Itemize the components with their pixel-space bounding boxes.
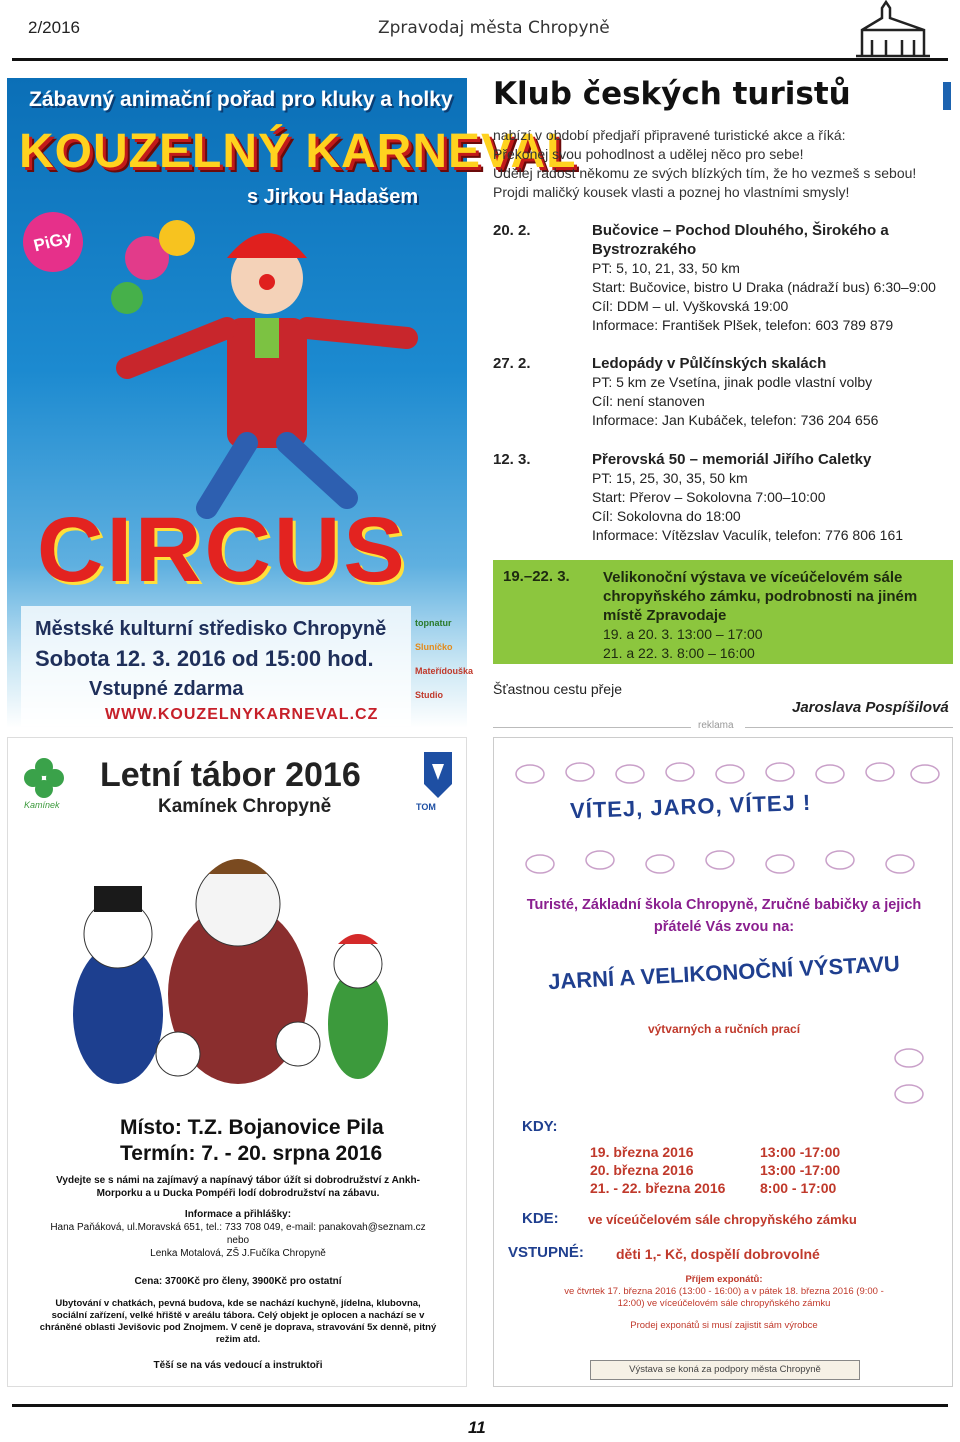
intro-line: nabízí v období předjaří připravené turistické akce a říká:: [493, 127, 846, 143]
schedule-row: [590, 1162, 910, 1180]
sponsor-logo: Mateřídouška: [415, 666, 474, 676]
schedule-time: 13:00 -17:00: [760, 1144, 841, 1160]
easter-exhibition: JARNÍ A VELIKONOČNÍ VÝSTAVU: [547, 950, 901, 995]
event-line: 19. a 20. 3. 13:00 – 17:00: [603, 626, 763, 642]
camp-logo-label: Kamínek: [24, 800, 60, 810]
easter-when-label: KDY:: [522, 1118, 558, 1135]
easter-entry: děti 1,- Kč, dospělí dobrovolné: [616, 1246, 820, 1262]
event-line: Cíl: Sokolovna do 18:00: [592, 508, 741, 524]
schedule-time: 13:00 -17:00: [760, 1162, 841, 1178]
easter-where: ve víceúčelovém sále chropyňského zámku: [588, 1212, 857, 1227]
article-signature: Jaroslava Pospíšilová: [792, 699, 949, 716]
publication-title: Zpravodaj města Chropyně: [378, 18, 610, 38]
circus-subtitle: s Jirkou Hadašem: [247, 186, 419, 208]
circus-web: WWW.KOUZELNYKARNEVAL.CZ: [105, 706, 379, 723]
event-heading: Velikonoční výstava ve víceúčelovém sále chropyňského zámku, podrobnosti na jiném místě Zpravodaje: [603, 569, 918, 624]
schedule-date: 19. března 2016: [590, 1144, 694, 1160]
event-line: Start: Přerov – Sokolovna 7:00–10:00: [592, 489, 826, 505]
camp-invite: Vydejte se s námi na zajímavý a napínavý tábor úžít si dobrodružství z Ankh-Morporku a u Ducka Pompéři lodí dobrodružství na zábavu.: [56, 1175, 420, 1199]
easter-welcome: VÍTEJ, JARO, VÍTEJ !: [569, 789, 812, 824]
bunny-border-side-icon: [874, 1038, 944, 1118]
bunny-border-top-icon: [500, 744, 946, 790]
event-line: PT: 5 km ze Vsetína, jinak podle vlastní volby: [592, 374, 873, 390]
sponsor-logo: topnatur: [415, 618, 452, 628]
easter-receive: [564, 1274, 884, 1310]
easter-entry-label: VSTUPNÉ:: [508, 1244, 584, 1261]
event-line: PT: 15, 25, 30, 35, 50 km: [592, 470, 748, 486]
chateau-logo-icon: [852, 0, 934, 60]
divider-line: [493, 727, 691, 728]
clover-logo-icon: [22, 756, 66, 800]
issue-number: 2/2016: [28, 18, 80, 37]
event-line: Cíl: DDM – ul. Vyškovská 19:00: [592, 298, 789, 314]
pigy-badge: PiGy: [17, 206, 90, 279]
camp-info-line: Lenka Motalová, ZŠ J.Fučíka Chropyně: [150, 1248, 326, 1259]
bunny-border-middle-icon: [500, 834, 946, 884]
ad-divider: [493, 720, 953, 734]
easter-where-label: KDE:: [522, 1210, 559, 1227]
event-date: 19.–22. 3.: [503, 568, 570, 585]
event-heading: Ledopády v Půlčínských skalách: [592, 355, 827, 372]
circus-entry: Vstupné zdarma: [89, 678, 244, 700]
divider-line: [745, 727, 953, 728]
event-line: Informace: Jan Kubáček, telefon: 736 204 656: [592, 412, 879, 428]
event-date: 27. 2.: [493, 355, 531, 372]
clown-illustration-icon: [87, 218, 427, 518]
schedule-row: [590, 1180, 910, 1198]
easter-support: Výstava se koná za podpory města Chropyně: [590, 1360, 860, 1380]
event-line: Start: Bučovice, bistro U Draka (nádraží bus) 6:30–9:00: [592, 279, 936, 295]
article-closing: Šťastnou cestu přeje: [493, 681, 622, 697]
intro-line: Projdi maličký kousek vlasti a poznej ho vlastními smysly!: [493, 184, 850, 200]
article-intro: [493, 126, 943, 202]
easter-receive-heading: Příjem exponátů:: [685, 1274, 763, 1285]
event-heading: Bučovice – Pochod Dlouhého, Širokého a Bystrozrakého: [592, 222, 889, 258]
intro-line: Udělej radost někomu ze svých blízkých tím, že ho vezmeš s sebou!: [493, 165, 917, 181]
camp-info-heading: Informace a přihlášky:: [184, 1209, 292, 1220]
camp-info-line: Hana Paňáková, ul.Moravská 651, tel.: 733 708 049, e-mail: panakovah@seznam.cz: [50, 1222, 426, 1233]
event-heading: Přerovská 50 – memoriál Jiřího Caletky: [592, 451, 872, 468]
easter-organizers: Turisté, Základní škola Chropyně, Zručné babičky a jejich přátelé Vás zvou na:: [526, 897, 922, 935]
easter-products: Prodej exponátů si musí zajistit sám výrobce: [630, 1320, 818, 1331]
page-number: 11: [468, 1418, 486, 1437]
circus-top-line: Zábavný animační pořad pro kluky a holky: [29, 88, 453, 111]
article-title: Klub českých turistů: [493, 76, 851, 112]
cartoon-ducks-illustration-icon: [38, 834, 438, 1094]
camp-poster: [7, 737, 467, 1387]
easter-exhibition-sub: výtvarných a ručních prací: [647, 1022, 801, 1036]
event-line: Informace: Vítězslav Vaculík, telefon: 776 806 161: [592, 527, 904, 543]
event-date: 20. 2.: [493, 222, 531, 239]
event-date: 12. 3.: [493, 451, 531, 468]
easter-schedule: [590, 1144, 910, 1198]
easter-receive-text: ve čtvrtek 17. března 2016 (13:00 - 16:00) a v pátek 18. března 2016 (9:00 - 12:00) ve víceúčelovém sále chropyňského zámku: [564, 1286, 884, 1309]
circus-title: KOUZELNÝ KARNEVAL: [19, 125, 577, 178]
sponsor-logo: Studio: [415, 690, 443, 700]
header-rule: [12, 58, 948, 61]
event-line: Cíl: není stanoven: [592, 393, 705, 409]
event-line: 21. a 22. 3. 8:00 – 16:00: [603, 645, 755, 661]
schedule-row: [590, 1144, 910, 1162]
sponsor-logo: Sluníčko: [415, 642, 453, 652]
schedule-date: 20. března 2016: [590, 1162, 694, 1178]
tom-logo-icon: [420, 750, 456, 808]
schedule-time: 8:00 - 17:00: [760, 1180, 837, 1196]
footer-rule: [12, 1404, 948, 1407]
event-line: Informace: František Plšek, telefon: 603 789 879: [592, 317, 894, 333]
circus-sponsors: [415, 618, 474, 714]
camp-title: Letní tábor 2016: [100, 756, 361, 794]
highlight-event: [493, 560, 953, 664]
circus-big-word: CIRCUS: [37, 499, 408, 601]
page-header: [0, 0, 960, 62]
camp-dates: Termín: 7. - 20. srpna 2016: [120, 1142, 383, 1165]
schedule-date: 21. - 22. března 2016: [590, 1180, 726, 1196]
camp-closing: Těší se na vás vedoucí a instruktoři: [153, 1360, 323, 1371]
camp-price: Cena: 3700Kč pro členy, 3900Kč pro ostatní: [134, 1276, 342, 1287]
camp-info-line: nebo: [226, 1235, 250, 1246]
ad-label: reklama: [698, 720, 734, 731]
accent-bar: [943, 82, 951, 110]
event-line: PT: 5, 10, 21, 33, 50 km: [592, 260, 740, 276]
camp-description: Ubytování v chatkách, pevná budova, kde se nachází kuchyně, jídelna, klubovna, sociální zařízení, velké hřiště v areálu tábora. Celý objekt je oplocen a nachází se v chráněné oblasti Jevišovic pod Znojmem. V ceně je doprava, stravování 5x denně, pitný režim atd.: [39, 1298, 437, 1345]
camp-place: Místo: T.Z. Bojanovice Pila: [120, 1116, 384, 1139]
intro-line: Překonej svou pohodlnost a udělej něco pro sebe!: [493, 146, 804, 162]
easter-poster: [493, 737, 953, 1387]
circus-date: Sobota 12. 3. 2016 od 15:00 hod.: [35, 646, 374, 671]
tom-logo-label: TOM: [416, 802, 436, 812]
camp-info: [38, 1208, 438, 1260]
circus-organizer: Městské kulturní středisko Chropyně: [35, 618, 387, 640]
camp-subtitle: Kamínek Chropyně: [158, 796, 332, 817]
